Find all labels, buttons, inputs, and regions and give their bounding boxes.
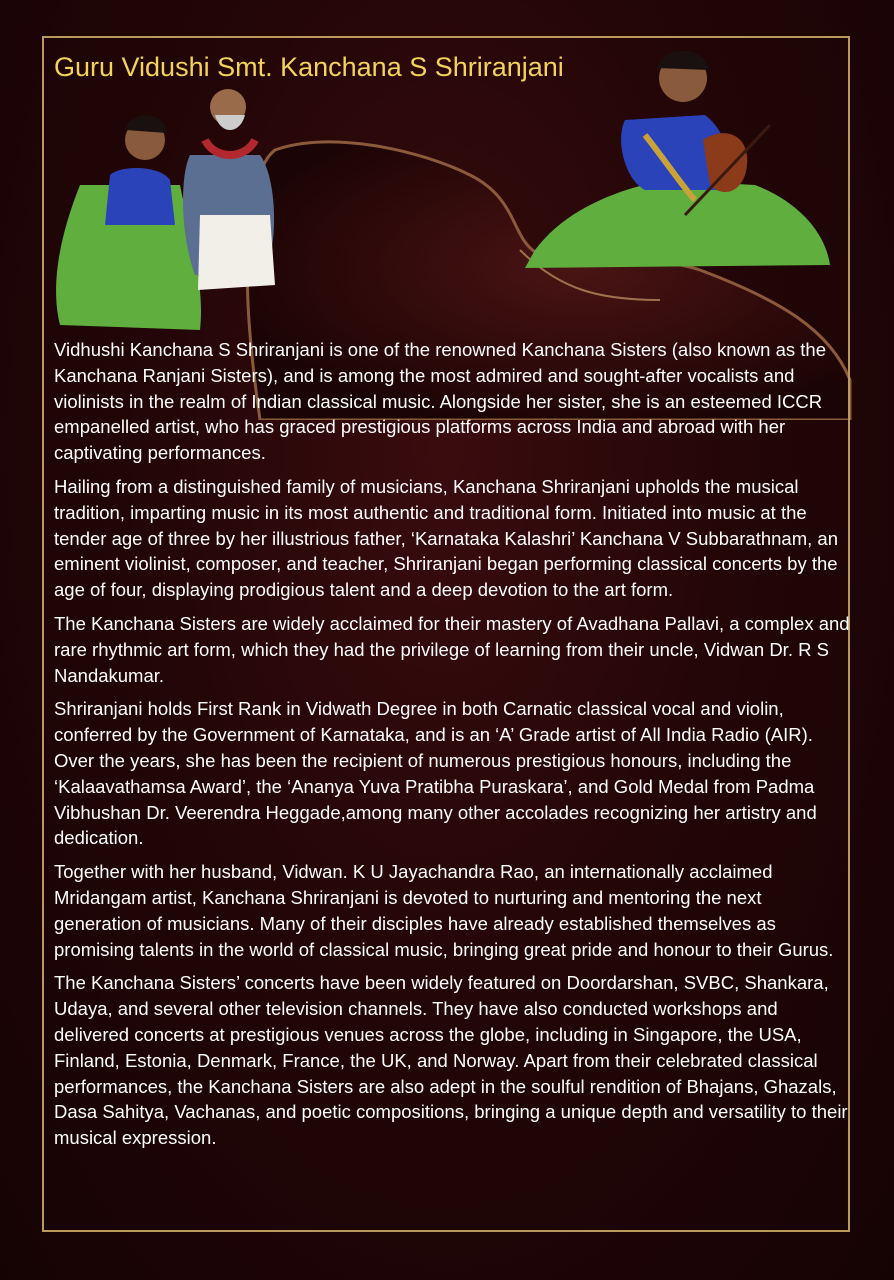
- biography: [54, 337, 852, 1159]
- page-title: Guru Vidushi Smt. Kanchana S Shriranjani: [54, 52, 564, 82]
- bio-paragraph-intro: Vidhushi Kanchana S Shriranjani is one of the renowned Kanchana Sisters (also known as the Kanchana Ranjani Sisters), and is among the most admired and sought-after vocalists and violinists in the realm of Indian classical music. Alongside her sister, she is an esteemed ICCR empanelled artist, who has graced prestigious platforms across India and abroad with her captivating performances.: [54, 339, 827, 464]
- bio-paragraph-concerts: The Kanchana Sisters’ concerts have been widely featured on Doordarshan, SVBC, Shankara, Udaya, and several other television channels. They have also conducted workshops and delivered concerts at prestigious venues across the globe, including in Singapore, the USA, Finland, Estonia, Denmark, France, the UK, and Norway. Apart from their celebrated classical performances, the Kanchana Sisters are also adept in the soulful rendition of Bhajans, Ghazals, Dasa Sahitya, Vachanas, and poetic compositions, bringing a unique depth and versatility to their musical expression.: [54, 972, 848, 1149]
- bio-paragraph-teaching: Together with her husband, Vidwan. K U Jayachandra Rao, an internationally acclaimed Mridangam artist, Kanchana Shriranjani is devoted to nurturing and mentoring the next generation of musicians. Many of their disciples have already established themselves as promising talents in the world of classical music, bringing great pride and honour to their Gurus.: [54, 861, 834, 960]
- artist-couple-photo: [50, 85, 280, 335]
- bio-paragraph-family: Hailing from a distinguished family of musicians, Kanchana Shriranjani upholds the musical tradition, imparting music in its most authentic and traditional form. Initiated into music at the tender age of three by her illustrious father, ‘Karnataka Kalashri’ Kanchana V Subbarathnam, an eminent violinist, composer, and teacher, Shriranjani began performing classical concerts by the age of four, displaying prodigious talent and a deep devotion to the art form.: [54, 475, 838, 601]
- violinist-photo: [525, 40, 835, 270]
- bio-paragraph-honours: Shriranjani holds First Rank in Vidwath Degree in both Carnatic classical vocal and violin, conferred by the Government of Karnataka, and is an ‘A’ Grade artist of All India Radio (AIR). Over the years, she has been the recipient of numerous prestigious honours, including the ‘Kalaavathamsa Award’, the ‘Ananya Yuva Pratibha Puraskara’, and Gold Medal from Padma Vibhushan Dr. Veerendra Heggade,among many other accolades recognizing her artistry and dedication.: [54, 698, 817, 849]
- bio-paragraph-avadhana: The Kanchana Sisters are widely acclaimed for their mastery of Avadhana Pallavi, a complex and rare rhythmic art form, which they had the privilege of learning from their uncle, Vidwan Dr. R S Nandakumar.: [54, 612, 850, 686]
